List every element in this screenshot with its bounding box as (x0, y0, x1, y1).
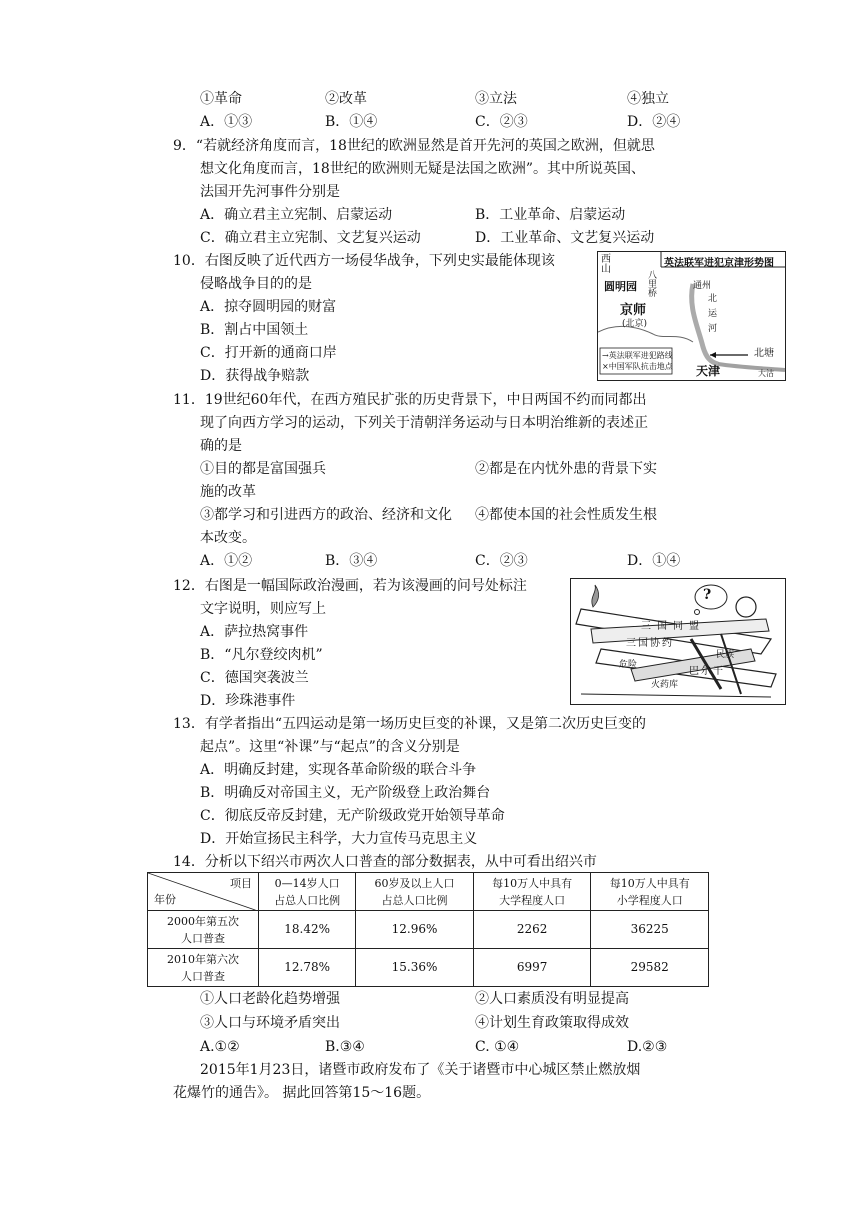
table-corner-cell (148, 873, 259, 911)
q8-option-2: ②改革 (325, 91, 367, 107)
q11-stem-line-3: 确的是 (200, 438, 242, 454)
census-table (147, 872, 709, 987)
war-map-figure (597, 251, 786, 381)
table-header-col3 (473, 873, 591, 911)
table-cell: 36225 (591, 911, 709, 949)
q13-stem-line-1: 13．有学者指出“五四运动是第一场历史巨变的补课，又是第二次历史巨变的 (173, 716, 646, 732)
cartoon-label-nation: 民族 (716, 650, 735, 660)
q14-choice-a: A.①② (200, 1039, 240, 1055)
q10-choice-d: D．获得战争赔款 (200, 368, 310, 384)
cartoon-label-powder-keg: 火药库 (651, 680, 679, 690)
map-legend-battle: ×中国军队抗击地点 (602, 362, 673, 371)
table-cell: 12.78% (259, 949, 356, 987)
q12-choice-a: A．萨拉热窝事件 (200, 624, 309, 640)
cartoon-question-mark: ? (703, 587, 712, 603)
q8-choice-c: C．②③ (475, 114, 528, 130)
q11-choice-a: A．①② (200, 553, 253, 569)
map-label-beiyunhe: 北运河 (708, 294, 718, 334)
q9-stem-line-2: 想文化角度而言，18世纪的欧洲则无疑是法国之欧洲”。其中所说英国、 (200, 161, 645, 177)
q12-choice-d: D．珍珠港事件 (200, 693, 296, 709)
q14-choice-d: D.②③ (627, 1039, 668, 1055)
map-legend-route: →英法联军进犯路线 (602, 351, 673, 360)
q8-option-3: ③立法 (475, 91, 517, 107)
q10-choice-a: A．掠夺圆明园的财富 (200, 299, 337, 315)
q14-item-3: ③人口与环境矛盾突出 (200, 1015, 340, 1031)
intro-line-2: 花爆竹的通告》。 据此回答第15～16题。 (173, 1085, 431, 1101)
q12-choice-b: B．“凡尔登绞肉机” (200, 647, 323, 663)
corner-label-item: 项目 (230, 877, 252, 890)
header-col2-line2: 占总人口比例 (381, 893, 448, 907)
q8-choice-b: B．①④ (325, 114, 378, 130)
table-cell: 15.36% (356, 949, 474, 987)
row-label (148, 911, 259, 949)
row2-label-line2: 人口普查 (181, 969, 225, 983)
fuse-flame-icon (592, 585, 599, 607)
q11-stem-line-2: 现了向西方学习的运动，下列关于清朝洋务运动与日本明治维新的表述正 (200, 415, 648, 431)
table-row (148, 949, 709, 987)
q9-stem-line-3: 法国开先河事件分别是 (200, 184, 340, 200)
q11-choice-c: C．②③ (475, 553, 528, 569)
row1-label-line1: 2000年第五次 (167, 914, 239, 928)
q9-choice-b: B．工业革命、启蒙运动 (475, 207, 626, 223)
q10-choice-c: C．打开新的通商口岸 (200, 345, 337, 361)
table-header-col1 (259, 873, 356, 911)
row2-label-line1: 2010年第六次 (167, 952, 239, 966)
q13-choice-c: C．彻底反帝反封建，无产阶级政党开始领导革命 (200, 808, 505, 824)
table-header-col2 (356, 873, 474, 911)
header-col2-line1: 60岁及以上人口 (374, 876, 455, 890)
q8-choice-d: D．②④ (627, 114, 681, 130)
q9-choice-c: C．确立君主立宪制、文艺复兴运动 (200, 230, 421, 246)
q10-stem-line-2: 侵略战争目的的是 (200, 276, 312, 292)
q11-choice-d: D．①④ (627, 553, 681, 569)
table-cell: 18.42% (259, 911, 356, 949)
q12-stem-line-1: 12．右图是一幅国际政治漫画，若为该漫画的问号处标注 (173, 578, 527, 594)
q13-stem-line-2: 起点”。这里“补课”与“起点”的含义分别是 (200, 739, 460, 755)
cartoon-label-triple-entente: 三国协约 (626, 638, 674, 649)
q11-choice-b: B．③④ (325, 553, 378, 569)
row1-label-line2: 人口普查 (181, 931, 225, 945)
map-label-balqiao: 八里桥 (648, 271, 658, 299)
q11-item-4-cont: 本改变。 (200, 530, 256, 546)
cartoon-label-danger: 危险 (619, 660, 638, 670)
q11-item-2: ②都是在内忧外患的背景下实 (475, 461, 657, 477)
intro-line-1: 2015年1月23日，诸暨市政府发布了《关于诸暨市中心城区禁止燃放烟 (200, 1062, 641, 1078)
q11-item-4: ④都使本国的社会性质发生根 (475, 507, 657, 523)
map-label-dagu: 大沽 (758, 369, 774, 378)
header-col3-line2: 大学程度人口 (499, 893, 566, 907)
header-col4-line2: 小学程度人口 (616, 893, 683, 907)
q14-choice-b: B.③④ (325, 1039, 365, 1055)
map-label-beijing: (北京) (622, 319, 648, 329)
q11-stem-line-1: 11．19世纪60年代，在西方殖民扩张的历史背景下，中日两国不约而同都出 (173, 392, 647, 408)
table-row (148, 911, 709, 949)
q10-choice-b: B．割占中国领土 (200, 322, 309, 338)
q14-item-2: ②人口素质没有明显提高 (475, 991, 629, 1007)
cartoon-label-balkans: 巴尔干 (689, 666, 725, 677)
q14-item-4: ④计划生育政策取得成效 (475, 1015, 629, 1031)
q13-choice-d: D．开始宣扬民主科学，大力宣传马克思主义 (200, 831, 478, 847)
map-label-xishan: 西山 (601, 254, 611, 275)
q14-choice-c: C. ①④ (475, 1039, 520, 1055)
q8-option-4: ④独立 (627, 91, 669, 107)
q14-stem: 14．分析以下绍兴市两次人口普查的部分数据表，从中可看出绍兴市 (173, 854, 597, 870)
table-cell: 29582 (591, 949, 709, 987)
header-col3-line1: 每10万人中具有 (492, 876, 573, 890)
map-label-tianjin: 天津 (696, 364, 721, 378)
map-label-tongzhou: 通州 (693, 281, 712, 291)
map-title: 英法联军进犯京津形势图 (664, 258, 774, 269)
table-cell: 12.96% (356, 911, 474, 949)
header-col4-line1: 每10万人中具有 (609, 876, 690, 890)
q9-choice-a: A．确立君主立宪制、启蒙运动 (200, 207, 393, 223)
header-col1-line2: 占总人口比例 (274, 893, 341, 907)
table-header-col4 (591, 873, 709, 911)
q9-stem-line-1: 9．“若就经济角度而言，18世纪的欧洲显然是首开先河的英国之欧洲，但就思 (173, 138, 655, 154)
table-cell: 6997 (473, 949, 591, 987)
political-cartoon-figure (570, 578, 786, 705)
q9-choice-d: D．工业革命、文艺复兴运动 (475, 230, 655, 246)
q12-choice-c: C．德国突袭波兰 (200, 670, 309, 686)
q8-choice-a: A．①③ (200, 114, 253, 130)
map-label-yuanmingyuan: 圆明园 (604, 280, 637, 293)
q14-item-1: ①人口老龄化趋势增强 (200, 991, 340, 1007)
q13-choice-a: A．明确反封建，实现各革命阶级的联合斗争 (200, 762, 477, 778)
map-label-jingshi: 京师 (620, 303, 647, 318)
q11-item-3: ③都学习和引进西方的政治、经济和文化 (200, 507, 452, 523)
header-col1-line1: 0—14岁人口 (274, 876, 340, 890)
row-label (148, 949, 259, 987)
corner-label-year: 年份 (154, 893, 176, 906)
q10-stem-line-1: 10．右图反映了近代西方一场侵华战争，下列史实最能体现该 (173, 253, 555, 269)
cartoon-label-triple-alliance: 三国同盟 (641, 621, 705, 632)
table-cell: 2262 (473, 911, 591, 949)
q11-item-2-cont: 施的改革 (200, 484, 256, 500)
q13-choice-b: B．明确反对帝国主义，无产阶级登上政治舞台 (200, 785, 491, 801)
q11-item-1: ①目的都是富国强兵 (200, 461, 326, 477)
q12-stem-line-2: 文字说明，则应写上 (200, 601, 326, 617)
map-label-beitang: 北塘 (754, 348, 774, 359)
q8-option-1: ①革命 (200, 91, 242, 107)
